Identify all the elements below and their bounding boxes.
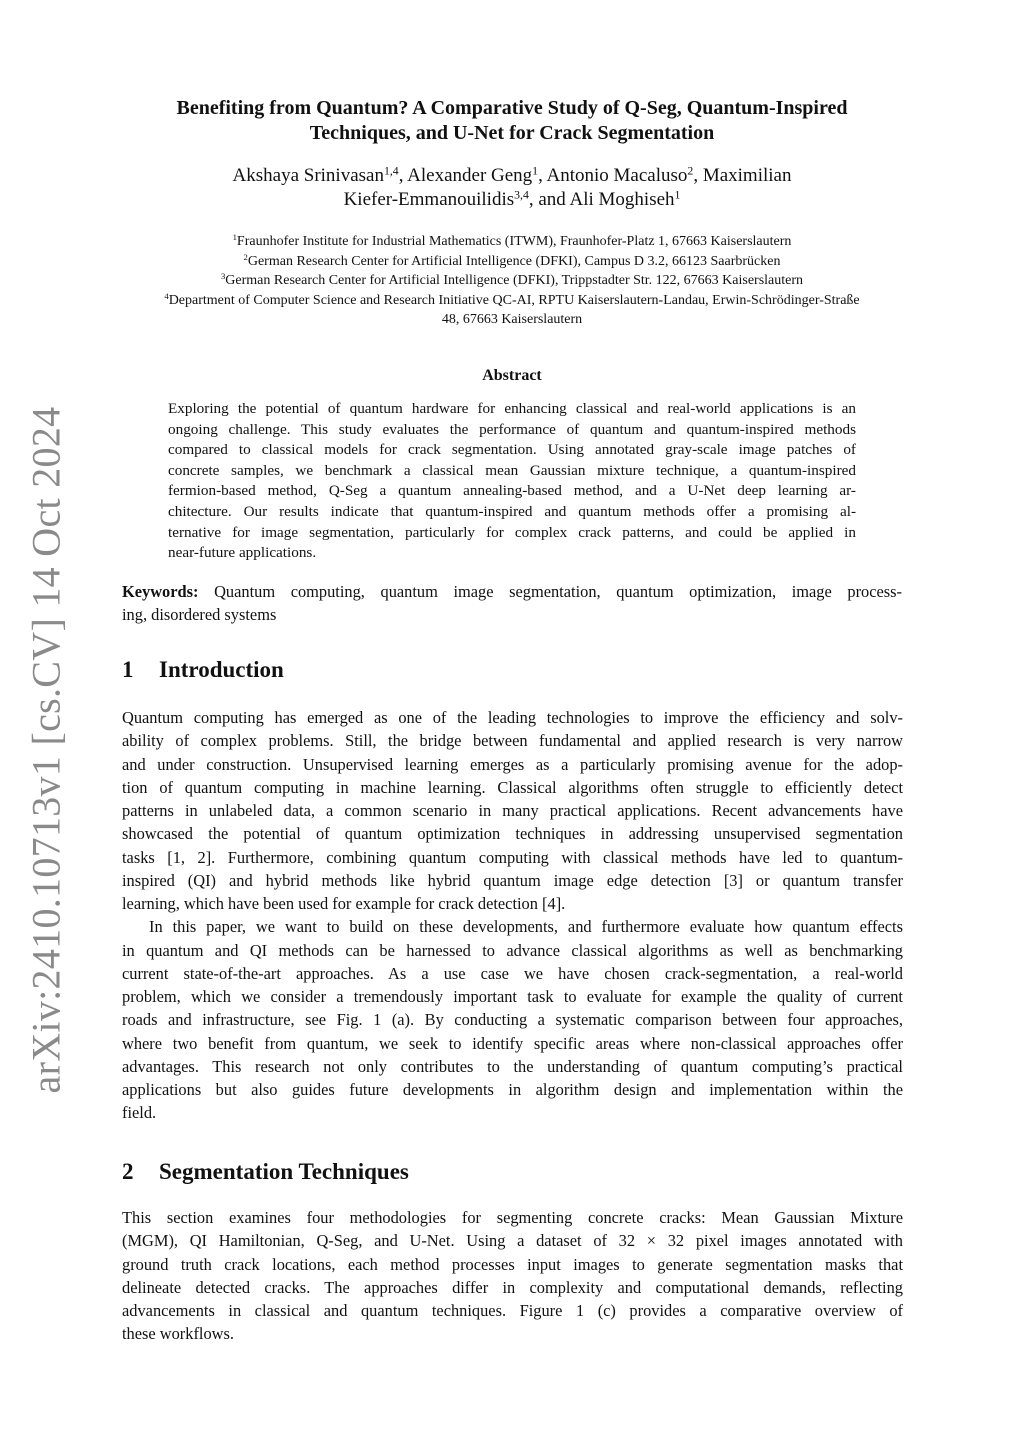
text-line: current state-of-the-art approaches. As a use case we have chosen crack-segmentation, a real-world	[122, 963, 903, 983]
affiliation	[110, 252, 914, 272]
author-line	[122, 188, 902, 212]
affiliation-mark: 2	[243, 251, 248, 262]
arxiv-identifier: arXiv:2410.10713v1 [cs.CV] 14 Oct 2024	[23, 406, 69, 1094]
text-line: patterns in unlabeled data, a common scenario in many practical applications. Recent advancements have	[122, 801, 903, 820]
section-number: 2	[122, 1159, 134, 1184]
author-list	[122, 164, 902, 212]
author-name: , Antonio Macaluso	[538, 165, 688, 186]
text-line: tasks [1, 2]. Furthermore, combining quantum computing with classical methods have led to quantum-	[122, 847, 903, 867]
affiliation-mark: 4	[164, 290, 169, 301]
author-name: Akshaya Srinivasan	[232, 165, 384, 186]
affiliation-mark: 1	[232, 232, 237, 243]
text-line: these workflows.	[122, 1324, 234, 1344]
author-affiliation-mark: 3,4	[514, 188, 529, 202]
section-number: 1	[122, 657, 134, 682]
keywords-line: ing, disordered systems	[122, 604, 277, 624]
author-name: , Maximilian	[693, 165, 792, 186]
text-line: where two benefit from quantum, we seek to identify specific areas where non-classical approaches offer	[122, 1033, 903, 1053]
abstract-line: chitecture. Our results indicate that quantum-inspired and quantum methods offer a promising al-	[168, 502, 856, 520]
text-line: inspired (QI) and hybrid methods like hybrid quantum image edge detection [3] or quantum transfer	[122, 870, 903, 890]
author-line	[122, 164, 902, 188]
keywords-label: Keywords:	[122, 582, 199, 601]
affiliation-mark: 3	[220, 271, 226, 282]
abstract-body	[168, 399, 856, 564]
text-line: In this paper, we want to build on these developments, and furthermore evaluate how quantum effects	[149, 917, 903, 937]
text-line: This section examines four methodologies for segmenting concrete cracks: Mean Gaussian Mixture	[122, 1208, 903, 1227]
author-affiliation-mark: 1	[674, 188, 681, 202]
affiliation-text: German Research Center for Artificial Intelligence (DFKI), Trippstadter Str. 122, 67663 Kaiserslautern	[225, 273, 804, 288]
abstract-line: Exploring the potential of quantum hardware for enhancing classical and real-world applications is an	[168, 400, 856, 417]
keywords-text: Quantum computing, quantum image segmentation, quantum optimization, image process-	[198, 582, 902, 601]
paper-title	[122, 96, 902, 146]
section-title: Introduction	[159, 657, 284, 682]
author-affiliation-mark: 2	[687, 164, 694, 178]
abstract-line: concrete samples, we benchmark a classical mean Gaussian mixture technique, a quantum-inspired	[168, 461, 856, 479]
title-line: Benefiting from Quantum? A Comparative Study of Q-Seg, Quantum-Inspired	[176, 97, 848, 119]
text-line: roads and infrastructure, see Fig. 1 (a). By conducting a systematic comparison between four approaches,	[122, 1010, 903, 1030]
section-title: Segmentation Techniques	[159, 1159, 409, 1184]
text-line: advantages. This research not only contributes to the understanding of quantum computing’s practical	[122, 1056, 903, 1076]
title-line: Techniques, and U-Net for Crack Segmentation	[309, 122, 715, 144]
segmentation-paragraph-1	[122, 1206, 903, 1346]
author-affiliation-mark: 1	[532, 164, 539, 178]
text-line: ground truth crack locations, each method processes input images to generate segmentation masks that	[122, 1254, 903, 1274]
text-line: in quantum and QI methods can be harnessed to advance classical algorithms as well as benchmarking	[122, 940, 903, 960]
text-line: advancements in classical and quantum techniques. Figure 1 (c) provides a comparative overview of	[122, 1301, 903, 1320]
abstract-line: near-future applications.	[168, 544, 317, 562]
affiliation-text: 48, 67663 Kaiserslautern	[441, 312, 583, 327]
abstract-line: ongoing challenge. This study evaluates the performance of quantum and quantum-inspired methods	[168, 420, 856, 438]
text-line: showcased the potential of quantum optimization techniques in addressing unsupervised segmentation	[122, 824, 903, 844]
affiliation	[110, 291, 914, 311]
affiliation-text: Department of Computer Science and Research Initiative QC-AI, RPTU Kaiserslautern-Landau, Erwin-Schrödinger-Straße	[168, 292, 860, 308]
affiliation	[110, 310, 914, 330]
introduction-paragraph-1	[122, 706, 903, 1125]
abstract-heading: Abstract	[482, 367, 542, 384]
keywords-line	[122, 581, 902, 604]
abstract-line: fermion-based method, Q-Seg a quantum annealing-based method, and a U-Net deep learning ar-	[168, 482, 856, 500]
affiliation	[110, 271, 914, 291]
text-line: and under construction. Unsupervised learning emerges as a particularly promising avenue for the adop-	[122, 754, 903, 774]
section-heading-segmentation-techniques	[122, 1159, 409, 1185]
text-line: tion of quantum computing in machine learning. Classical algorithms often struggle to efficiently detect	[122, 777, 903, 797]
affiliation	[110, 232, 914, 252]
text-line: delineate detected cracks. The approaches differ in complexity and computational demands, reflecting	[122, 1277, 903, 1297]
affiliation-list	[110, 232, 914, 330]
author-affiliation-mark: 1,4	[383, 164, 399, 178]
affiliation-text: Fraunhofer Institute for Industrial Mathematics (ITWM), Fraunhofer-Platz 1, 67663 Kaiserslautern	[236, 234, 792, 249]
author-name: , Alexander Geng	[398, 165, 533, 186]
text-line: field.	[122, 1103, 157, 1123]
abstract-line: ternative for image segmentation, particularly for complex crack patterns, and could be applied in	[168, 523, 856, 541]
text-line: problem, which we consider a tremendously important task to evaluate for example the quality of current	[122, 987, 903, 1006]
author-name: Kiefer-Emmanouilidis	[343, 189, 515, 210]
abstract-line: compared to classical models for crack segmentation. Using annotated gray-scale image patches of	[168, 441, 856, 459]
text-line: applications but also guides future developments in algorithm design and implementation within the	[122, 1080, 903, 1099]
text-line: Quantum computing has emerged as one of the leading technologies to improve the efficiency and solv-	[122, 708, 903, 727]
keywords	[122, 581, 902, 626]
text-line: learning, which have been used for example for crack detection [4].	[122, 894, 566, 913]
text-line: ability of complex problems. Still, the bridge between fundamental and applied research is very narrow	[122, 731, 903, 751]
text-line: (MGM), QI Hamiltonian, Q-Seg, and U-Net. Using a dataset of 32 × 32 pixel images annotated with	[122, 1231, 903, 1251]
affiliation-text: German Research Center for Artificial Intelligence (DFKI), Campus D 3.2, 66123 Saarbrücken	[247, 253, 781, 269]
author-name: , and Ali Moghiseh	[528, 189, 675, 210]
section-heading-introduction	[122, 657, 284, 683]
